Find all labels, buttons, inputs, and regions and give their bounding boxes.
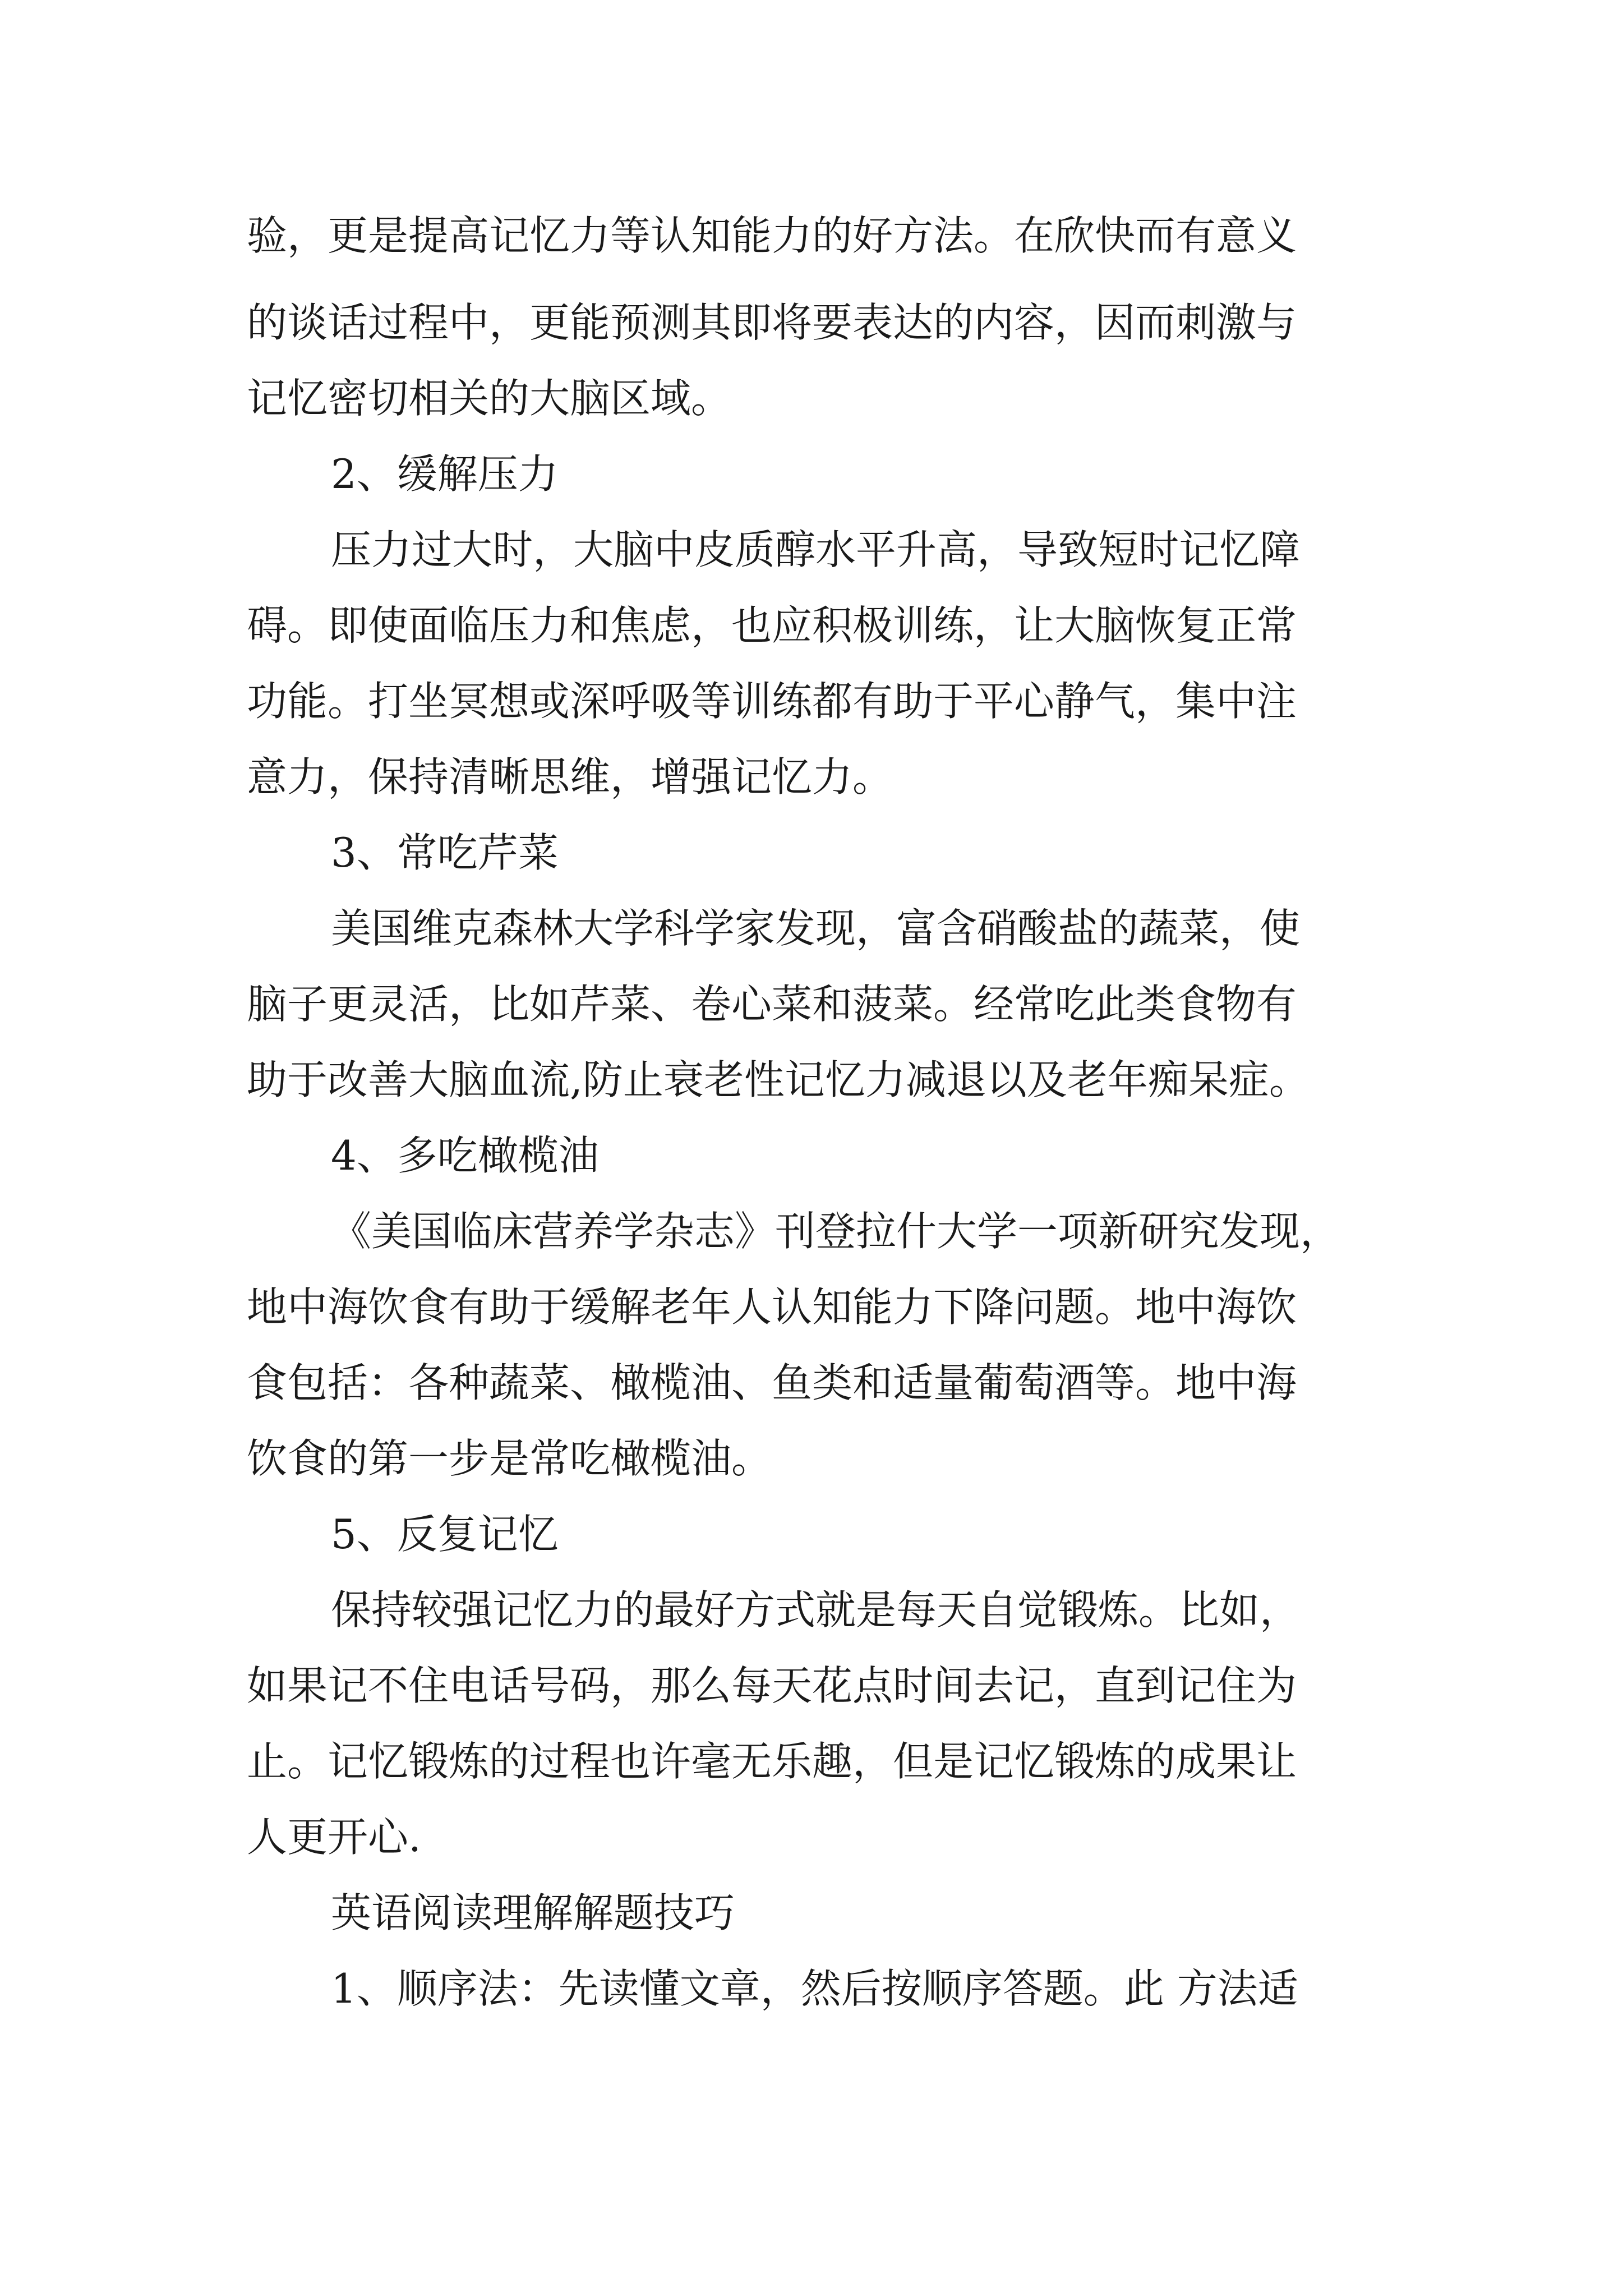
text-line: 碍。即使面临压力和焦虑，也应积极训练，让大脑恢复正常	[247, 602, 1297, 649]
text-line: 食包括：各种蔬菜、橄榄油、鱼类和适量葡萄酒等。地中海	[247, 1359, 1297, 1406]
text-line: 《美国临床营养学杂志》刊登拉什大学一项新研究发现，	[331, 1208, 1341, 1255]
text-line: 1、顺序法：先读懂文章，然后按顺序答题。此 方法适	[331, 1965, 1298, 2012]
section-heading-4: 4、多吃橄榄油	[331, 1132, 599, 1179]
text-line: 如果记不住电话号码，那么每天花点时间去记，直到记住为	[247, 1662, 1297, 1709]
text-line: 压力过大时，大脑中皮质醇水平升高，导致短时记忆障	[331, 526, 1301, 573]
text-line: 助于改善大脑血流,防止衰老性记忆力减退以及老年痴呆症。	[247, 1056, 1310, 1103]
text-line: 保持较强记忆力的最好方式就是每天自觉锻炼。比如，	[331, 1586, 1301, 1634]
section-heading-5: 5、反复记忆	[331, 1511, 559, 1558]
text-line: 人更开心.	[247, 1814, 421, 1861]
text-line: 的谈话过程中，更能预测其即将要表达的内容，因而刺激与	[247, 299, 1297, 346]
text-line: 止。记忆锻炼的过程也许毫无乐趣，但是记忆锻炼的成果让	[247, 1738, 1297, 1785]
text-line: 脑子更灵活，比如芹菜、卷心菜和菠菜。经常吃此类食物有	[247, 981, 1297, 1028]
text-line: 意力，保持清晰思维，增强记忆力。	[247, 753, 893, 800]
text-line: 美国维克森林大学科学家发现，富含硝酸盐的蔬菜，使	[331, 905, 1301, 952]
text-line: 功能。打坐冥想或深呼吸等训练都有助于平心静气，集中注	[247, 678, 1297, 725]
section-heading-2: 2、缓解压力	[331, 450, 559, 498]
section-heading-3: 3、常吃芹菜	[331, 829, 559, 876]
text-line: 地中海饮食有助于缓解老年人认知能力下降问题。地中海饮	[247, 1283, 1297, 1331]
section-heading-english: 英语阅读理解解题技巧	[331, 1889, 735, 1936]
text-line: 饮食的第一步是常吃橄榄油。	[247, 1435, 772, 1482]
text-line: 验，更是提高记忆力等认知能力的好方法。在欣快而有意义	[247, 212, 1297, 259]
text-line: 记忆密切相关的大脑区域。	[247, 375, 732, 422]
